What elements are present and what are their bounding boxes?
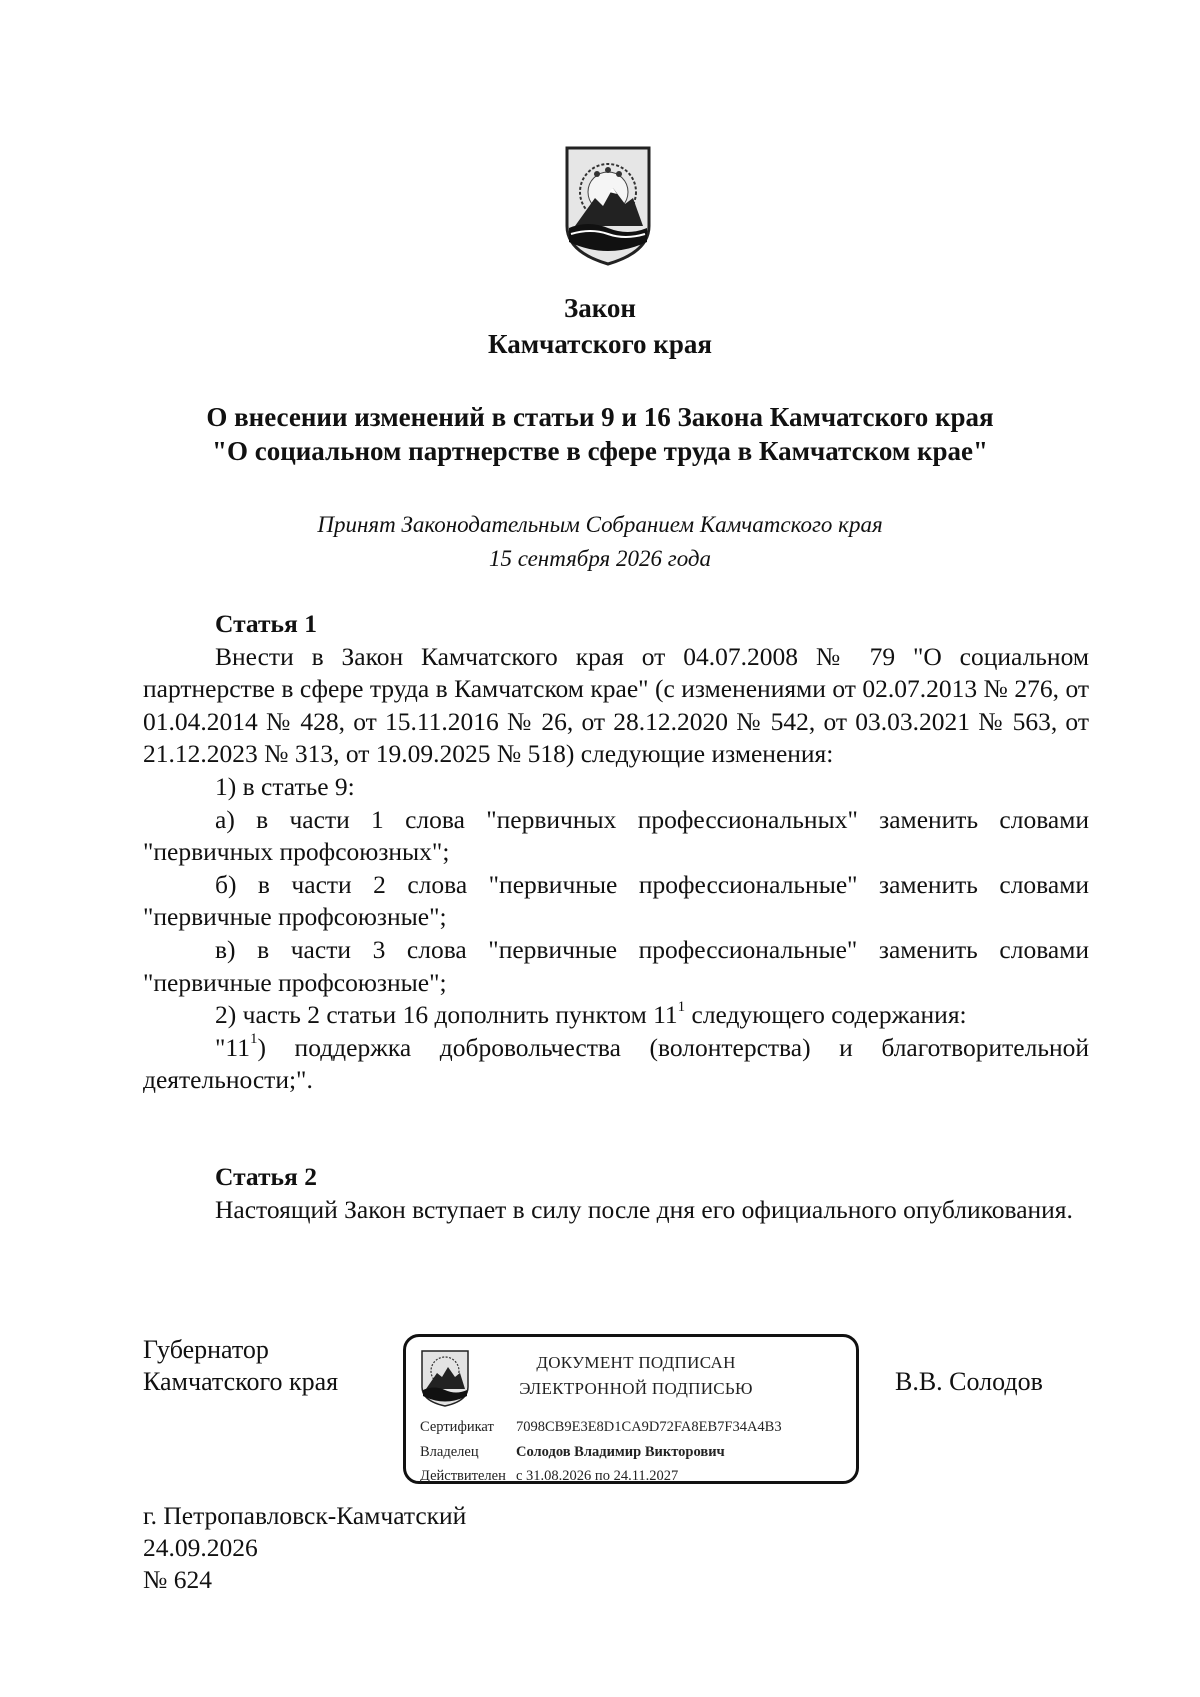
article-2-text: Настоящий Закон вступает в силу после дня его официального опубликования. — [215, 1194, 1073, 1224]
governor-position-line2: Камчатского края — [143, 1367, 339, 1396]
law-subject-line2: "О социальном партнерстве в сфере труда в Камчатском крае" — [211, 436, 989, 466]
stamp-owner-value: Солодов Владимир Викторович — [516, 1444, 725, 1460]
electronic-signature-stamp — [403, 1334, 859, 1484]
article-2-heading: Статья 2 — [215, 1162, 317, 1191]
stamp-validity — [420, 1468, 678, 1485]
quote-open: "11 — [215, 1032, 250, 1062]
footer-date: 24.09.2026 — [143, 1533, 258, 1562]
article-1-item-2 — [143, 999, 1089, 1032]
adoption-note — [0, 508, 1200, 576]
law-subject — [0, 400, 1200, 468]
stamp-certificate-label: Сертификат — [420, 1419, 494, 1435]
article-1-heading: Статья 1 — [215, 609, 317, 638]
stamp-coat-of-arms-icon — [420, 1349, 470, 1407]
article-1-item-1: 1) в статье 9: — [215, 771, 355, 801]
article-1-item-1b: б) в части 2 слова "первичные профессиональные" заменить словами "первичные профсоюзные"; — [143, 869, 1089, 932]
governor-position — [143, 1334, 338, 1398]
quote-rest: ) поддержка добровольчества (волонтерства) и благотворительной деятельности;". — [143, 1032, 1089, 1095]
item-2-superscript: 1 — [677, 998, 686, 1015]
item-2-text: 2) часть 2 статьи 16 дополнить пунктом 11 — [215, 1000, 678, 1030]
law-title-line1: Закон — [563, 293, 636, 323]
article-2 — [143, 1161, 1089, 1226]
quote-superscript: 1 — [249, 1031, 258, 1048]
stamp-validity-label: Действителен — [420, 1468, 506, 1484]
article-1-quote — [143, 1032, 1089, 1097]
law-title — [0, 290, 1200, 362]
article-1-intro: Внести в Закон Камчатского края от 04.07.2008 № 79 "О социальном партнерстве в сфере труда в Камчатском крае" (с изменениями от 02.07.2013 № 276, от 01.04.2014 № 428, от 15.11.2016 № 26, от 28.12.2020 № 542, от 03.03.2021 № 563, от 21.12.2023 № 313, от 19.09.2025 № 518) следующие изменения: — [143, 641, 1089, 769]
adoption-note-line2: 15 сентября 2026 года — [488, 546, 712, 571]
stamp-certificate-value: 7098CB9E3E8D1CA9D72FA8EB7F34A4B3 — [516, 1419, 782, 1435]
item-2-text-after: следующего содержания: — [685, 1000, 967, 1030]
article-1-item-1a: а) в части 1 слова "первичных профессиональных" заменить словами "первичных профсоюзных"; — [143, 804, 1089, 867]
stamp-certificate — [420, 1419, 782, 1436]
signer-name: В.В. Солодов — [895, 1367, 1043, 1396]
law-title-line2: Камчатского края — [488, 329, 712, 359]
stamp-owner — [420, 1444, 725, 1461]
document-footer — [143, 1500, 466, 1596]
stamp-owner-label: Владелец — [420, 1444, 479, 1460]
governor-position-line1: Губернатор — [143, 1335, 269, 1364]
article-1 — [143, 608, 1089, 1097]
footer-number: № 624 — [143, 1565, 212, 1594]
coat-of-arms-icon — [563, 142, 653, 268]
law-subject-line1: О внесении изменений в статьи 9 и 16 Закона Камчатского края — [206, 402, 994, 432]
adoption-note-line1: Принят Законодательным Собранием Камчатского края — [317, 512, 883, 537]
footer-city: г. Петропавловск-Камчатский — [143, 1501, 467, 1530]
stamp-title-line1: ДОКУМЕНТ ПОДПИСАН — [536, 1353, 736, 1372]
article-1-item-1c: в) в части 3 слова "первичные профессиональные" заменить словами "первичные профсоюзные"; — [143, 934, 1089, 997]
stamp-validity-value: с 31.08.2026 по 24.11.2027 — [516, 1468, 679, 1484]
stamp-title-line2: ЭЛЕКТРОННОЙ ПОДПИСЬЮ — [519, 1379, 753, 1398]
